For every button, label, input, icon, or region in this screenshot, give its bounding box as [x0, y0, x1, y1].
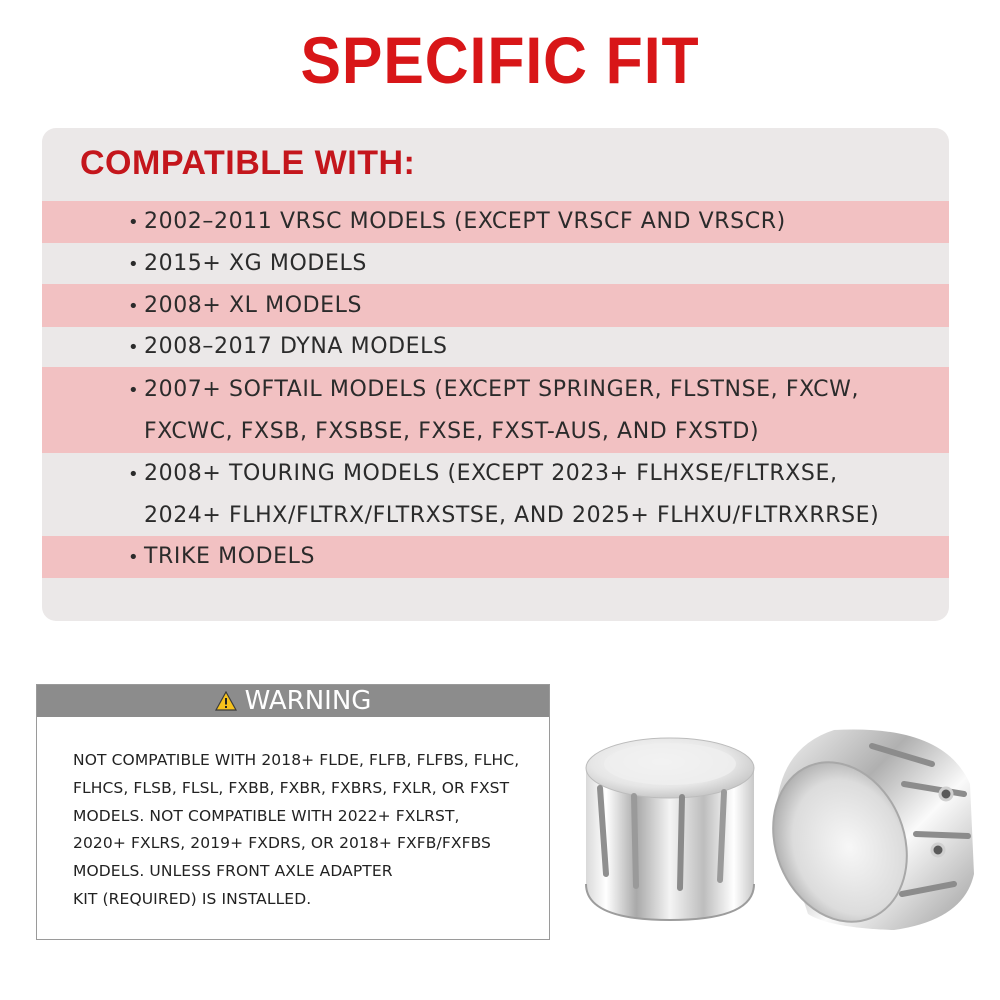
list-item-text: 2008+ TOURING MODELS (EXCEPT 2023+ FLHXSE/FLTRXSE, — [144, 461, 838, 486]
list-item — [42, 243, 949, 284]
bullet-icon: • — [128, 547, 140, 568]
compatibility-list — [42, 201, 949, 578]
bullet-icon: • — [128, 212, 140, 233]
right-axle-cap — [750, 729, 974, 936]
warning-box — [36, 684, 550, 940]
warning-text — [37, 717, 549, 914]
warning-line: NOT COMPATIBLE WITH 2018+ FLDE, FLFB, FLFBS, FLHC, — [73, 751, 520, 769]
bullet-icon: • — [128, 464, 140, 485]
compatibility-panel — [42, 128, 949, 621]
bullet-icon: • — [128, 253, 140, 275]
warning-triangle-icon — [215, 691, 237, 711]
list-item-text: 2015+ XG MODELS — [144, 250, 367, 276]
warning-line: MODELS. UNLESS FRONT AXLE ADAPTER — [73, 862, 393, 881]
list-item — [42, 367, 949, 453]
list-item — [42, 284, 949, 327]
warning-line: 2020+ FXLRS, 2019+ FXDRS, OR 2018+ FXFB/FXFBS — [73, 834, 491, 853]
list-item-text: TRIKE MODELS — [144, 544, 316, 569]
list-item — [42, 536, 949, 578]
bullet-icon: • — [128, 295, 140, 317]
list-item — [42, 453, 949, 536]
list-item-text-continued: FXCWC, FXSB, FXSBSE, FXSE, FXST-AUS, AND FXSTD) — [144, 418, 760, 444]
warning-header — [37, 685, 549, 717]
warning-line: MODELS. NOT COMPATIBLE WITH 2022+ FXLRST, — [73, 806, 460, 825]
list-item-text: 2008+ XL MODELS — [144, 292, 363, 318]
list-item — [42, 201, 949, 243]
list-item-text: 2002–2011 VRSC MODELS (EXCEPT VRSCF AND VRSCR) — [144, 209, 786, 234]
warning-title: WARNING — [244, 686, 372, 716]
bullet-icon: • — [128, 379, 140, 401]
left-axle-cap — [586, 738, 754, 920]
axle-cap-product-image — [572, 724, 982, 936]
bullet-icon: • — [128, 337, 140, 358]
warning-line: KIT (REQUIRED) IS INSTALLED. — [73, 889, 312, 908]
page-title: SPECIFIC FIT — [300, 23, 700, 97]
compatibility-heading: COMPATIBLE WITH: — [80, 144, 416, 182]
warning-line: FLHCS, FLSB, FLSL, FXBB, FXBR, FXBRS, FXLR, OR FXST — [73, 778, 510, 797]
list-item-text-continued: 2024+ FLHX/FLTRX/FLTRXSTSE, AND 2025+ FLHXU/FLTRXRRSE) — [144, 503, 880, 528]
list-item — [42, 327, 949, 367]
list-item-text: 2007+ SOFTAIL MODELS (EXCEPT SPRINGER, FLSTNSE, FXCW, — [144, 376, 860, 402]
list-item-text: 2008–2017 DYNA MODELS — [144, 334, 448, 359]
